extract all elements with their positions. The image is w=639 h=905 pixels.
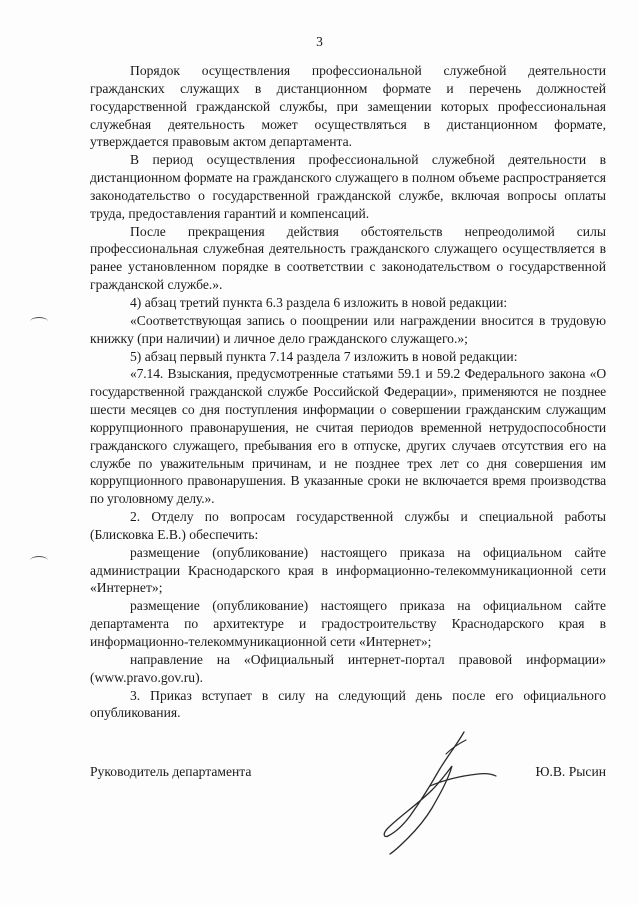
paragraph: 2. Отделу по вопросам государственной службы и специальной работы (Блисковка Е.В.) обеспечить: bbox=[90, 509, 606, 542]
margin-mark bbox=[30, 317, 48, 326]
paragraph: Порядок осуществления профессиональной служебной деятельности гражданских служащих в дистанционном формате и перечень должностей государственной гражданской службы, при замещении которых профессиональная служебная деятельность может осуществляться в дистанционном формате, утверждается правовым актом департамента. bbox=[90, 63, 606, 150]
page-number: 3 bbox=[316, 34, 323, 49]
paragraph: размещение (опубликование) настоящего приказа на официальном сайте администрации Краснодарского края в информационно-телекоммуникационной сети «Интернет»; bbox=[90, 544, 606, 596]
margin-mark bbox=[30, 556, 48, 565]
paragraph: 4) абзац третий пункта 6.3 раздела 6 изложить в новой редакции: bbox=[130, 294, 508, 310]
handwritten-signature bbox=[360, 728, 500, 858]
paragraph: После прекращения действия обстоятельств непреодолимой силы профессиональная служебная деятельность гражданского служащего осуществляется в ранее установленном порядке в соответствии с законодательством о государственной гражданской службе.». bbox=[90, 223, 606, 293]
document-body bbox=[90, 62, 606, 722]
paragraph: 3. Приказ вступает в силу на следующий день после его официального опубликования. bbox=[90, 687, 606, 721]
paragraph: 5) абзац первый пункта 7.14 раздела 7 изложить в новой редакции: bbox=[130, 348, 518, 364]
signatory-title: Руководитель департамента bbox=[90, 764, 252, 779]
paragraph: В период осуществления профессиональной служебной деятельности в дистанционном формате на гражданского служащего в полном объеме распространяется законодательство о государственной гражданской службе, включая вопросы оплаты труда, предоставления гарантий и компенсаций. bbox=[90, 152, 606, 221]
paragraph: размещение (опубликование) настоящего приказа на официальном сайте департамента по архитектуре и градостроительству Краснодарского края в информационно-телекоммуникационной сети «Интернет»; bbox=[90, 598, 606, 649]
paragraph: «Соответствующая запись о поощрении или награждении вносится в трудовую книжку (при наличии) и личное дело гражданского служащего.»; bbox=[90, 312, 606, 346]
paragraph: направление на «Официальный интернет-портал правовой информации» (www.pravo.gov.ru). bbox=[90, 651, 606, 685]
paragraph: «7.14. Взыскания, предусмотренные статьями 59.1 и 59.2 Федерального закона «О государственной гражданской службе Российской Федерации», применяются не позднее шести месяцев со дня поступления информации о совершении гражданским служащим коррупционного правонарушения, не считая периодов временной нетрудоспособности гражданского служащего, пребывания его в отпуске, других случаев отсутствия его на службе по уважительным причинам, и не позднее трех лет со дня совершения им коррупционного правонарушения. В указанные сроки не включается время производства по уголовному делу.». bbox=[90, 366, 606, 507]
signatory-name: Ю.В. Рысин bbox=[535, 764, 606, 779]
signature-block bbox=[90, 764, 606, 784]
